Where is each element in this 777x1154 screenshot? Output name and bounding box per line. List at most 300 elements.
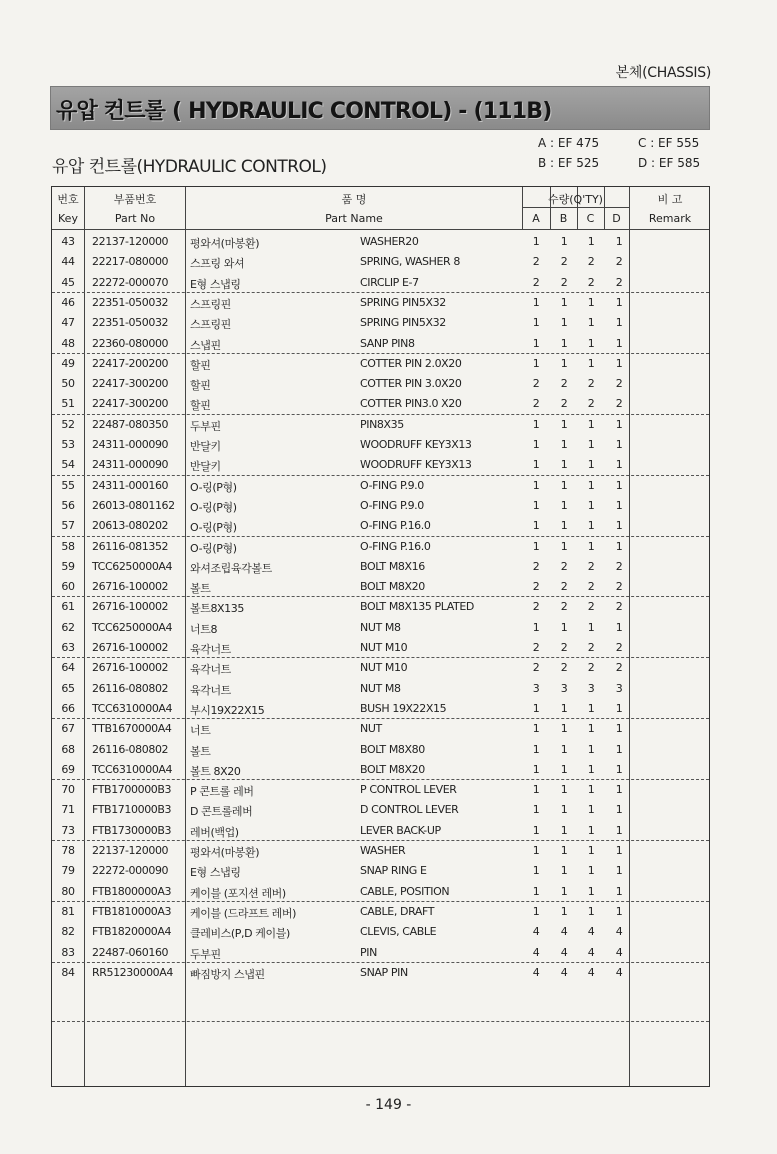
row-qty-a: 1 — [532, 438, 540, 451]
row-qty-c: 1 — [587, 356, 595, 370]
row-key: 47 — [61, 316, 75, 330]
row-name-english: COTTER PIN3.0 X20 — [360, 397, 462, 411]
row-qty-a: 1 — [532, 478, 540, 492]
row-qty-d: 1 — [615, 336, 623, 350]
row-name-english: NUT M10 — [360, 641, 408, 654]
row-qty-a: 1 — [532, 336, 540, 350]
row-part-number: 26716-100002 — [92, 580, 169, 594]
qty-d-header: D — [612, 212, 621, 225]
table-row — [52, 272, 709, 292]
qty-header: 수량(Q'TY) — [548, 193, 603, 206]
row-qty-b: 1 — [560, 438, 568, 451]
table-row — [52, 617, 709, 637]
row-qty-c: 2 — [587, 377, 595, 391]
row-name-korean: 케이블 (포지션 레버) — [190, 886, 286, 900]
row-part-number: 22351-050032 — [92, 316, 169, 330]
row-qty-b: 1 — [560, 783, 568, 797]
row-qty-d: 1 — [615, 295, 623, 309]
row-part-number: 24311-000160 — [92, 478, 169, 492]
table-row — [52, 434, 709, 454]
row-qty-b: 1 — [560, 620, 568, 634]
row-qty-b: 1 — [560, 336, 568, 350]
row-name-english: O-FING P.9.0 — [360, 478, 424, 492]
row-name-english: COTTER PIN 2.0X20 — [360, 356, 462, 370]
row-qty-a: 2 — [532, 661, 540, 675]
section-subtitle: 유압 컨트롤(HYDRAULIC CONTROL) — [52, 157, 327, 177]
row-qty-c: 2 — [587, 397, 595, 411]
table-row — [52, 942, 709, 962]
row-qty-b: 1 — [560, 498, 568, 512]
row-name-korean: 할핀 — [190, 399, 211, 413]
row-qty-d: 1 — [615, 458, 623, 472]
row-name-english: SANP PIN8 — [360, 336, 415, 350]
row-part-number: 22272-000090 — [92, 864, 169, 878]
row-name-english: BOLT M8X80 — [360, 742, 425, 756]
row-key: 49 — [61, 356, 75, 370]
row-name-korean: 평와셔(마봉환) — [190, 846, 260, 859]
row-qty-b: 1 — [560, 844, 568, 857]
row-qty-c: 1 — [587, 235, 595, 248]
row-qty-b: 2 — [560, 559, 568, 573]
row-name-korean: O-링(P형) — [190, 480, 237, 494]
table-row — [52, 962, 709, 982]
row-qty-a: 1 — [532, 356, 540, 370]
row-qty-c: 1 — [587, 803, 595, 817]
row-name-english: WOODRUFF KEY3X13 — [360, 458, 472, 472]
row-name-korean: 빠짐방지 스냅핀 — [190, 967, 265, 981]
row-key: 71 — [61, 803, 75, 817]
table-row — [52, 312, 709, 332]
table-row — [52, 536, 709, 556]
banner-title: 유압 컨트롤 ( HYDRAULIC CONTROL) - (111B) — [56, 99, 552, 124]
row-key: 61 — [61, 600, 75, 614]
row-name-korean: 육각너트 — [190, 683, 231, 697]
row-qty-d: 1 — [615, 803, 623, 817]
row-part-number: FTB1820000A4 — [92, 925, 172, 939]
row-qty-d: 1 — [615, 235, 623, 248]
table-row — [52, 333, 709, 353]
row-key: 78 — [61, 844, 75, 857]
row-key: 55 — [61, 478, 75, 492]
row-name-korean: 스프링 와셔 — [190, 257, 245, 271]
row-qty-b: 1 — [560, 864, 568, 878]
row-qty-a: 1 — [532, 519, 540, 533]
row-qty-d: 4 — [615, 925, 623, 939]
row-qty-d: 2 — [615, 580, 623, 594]
row-qty-c: 1 — [587, 620, 595, 634]
row-qty-c: 1 — [587, 904, 595, 918]
row-qty-b: 1 — [560, 722, 568, 736]
row-qty-d: 2 — [615, 559, 623, 573]
row-qty-c: 1 — [587, 823, 595, 837]
row-qty-a: 1 — [532, 803, 540, 817]
table-row — [52, 820, 709, 840]
row-name-korean: E형 스냅링 — [190, 866, 241, 880]
table-row — [52, 759, 709, 779]
row-key: 83 — [61, 945, 75, 959]
row-qty-c: 2 — [587, 641, 595, 654]
row-key: 53 — [61, 438, 75, 451]
table-row — [52, 393, 709, 413]
row-qty-c: 1 — [587, 316, 595, 330]
row-qty-b: 4 — [560, 945, 568, 959]
table-row — [52, 556, 709, 576]
row-qty-a: 2 — [532, 377, 540, 391]
row-qty-d: 1 — [615, 478, 623, 492]
row-qty-b: 1 — [560, 519, 568, 533]
row-name-english: WASHER20 — [360, 235, 419, 248]
row-name-english: P CONTROL LEVER — [360, 783, 457, 797]
row-qty-d: 1 — [615, 620, 623, 634]
row-name-korean: 볼트 — [190, 582, 211, 596]
row-qty-d: 1 — [615, 316, 623, 330]
row-part-number: 22137-120000 — [92, 235, 169, 248]
row-qty-b: 1 — [560, 539, 568, 553]
row-qty-a: 1 — [532, 844, 540, 857]
row-qty-c: 1 — [587, 722, 595, 736]
section-banner — [50, 86, 710, 130]
row-name-english: NUT — [360, 722, 382, 736]
row-name-english: SPRING PIN5X32 — [360, 295, 446, 309]
row-name-english: BOLT M8X16 — [360, 559, 425, 573]
row-qty-c: 2 — [587, 600, 595, 614]
table-row — [52, 840, 709, 860]
row-qty-a: 1 — [532, 316, 540, 330]
row-qty-c: 1 — [587, 539, 595, 553]
row-name-korean: 두부핀 — [190, 947, 221, 961]
row-part-number: 26116-081352 — [92, 539, 169, 553]
row-key: 54 — [61, 458, 75, 472]
row-qty-b: 1 — [560, 316, 568, 330]
row-name-korean: 볼트 — [190, 744, 211, 758]
row-qty-d: 1 — [615, 539, 623, 553]
row-qty-b: 1 — [560, 356, 568, 370]
row-qty-d: 2 — [615, 641, 623, 654]
table-row — [52, 799, 709, 819]
row-qty-c: 3 — [587, 681, 595, 695]
table-row — [52, 698, 709, 718]
row-qty-b: 2 — [560, 661, 568, 675]
row-qty-d: 1 — [615, 498, 623, 512]
partno-header-kor: 부품번호 — [113, 193, 157, 206]
row-qty-c: 1 — [587, 295, 595, 309]
row-name-english: SNAP RING E — [360, 864, 427, 878]
row-name-english: SNAP PIN — [360, 965, 408, 979]
table-row — [52, 678, 709, 698]
table-row — [52, 292, 709, 312]
row-key: 80 — [61, 884, 75, 898]
row-qty-b: 1 — [560, 458, 568, 472]
row-qty-c: 1 — [587, 458, 595, 472]
row-name-english: PIN — [360, 945, 377, 959]
row-qty-c: 1 — [587, 519, 595, 533]
row-name-korean: 육각너트 — [190, 663, 231, 677]
row-qty-c: 1 — [587, 762, 595, 776]
row-name-korean: 볼트8X135 — [190, 602, 244, 616]
row-part-number: 24311-000090 — [92, 458, 169, 472]
row-qty-d: 1 — [615, 884, 623, 898]
table-row — [52, 495, 709, 515]
row-qty-b: 4 — [560, 965, 568, 979]
row-qty-b: 1 — [560, 823, 568, 837]
row-name-english: BOLT M8X20 — [360, 580, 425, 594]
table-row — [52, 860, 709, 880]
row-qty-d: 4 — [615, 945, 623, 959]
row-qty-d: 4 — [615, 965, 623, 979]
row-key: 81 — [61, 904, 75, 918]
row-qty-a: 1 — [532, 417, 540, 431]
row-qty-a: 1 — [532, 884, 540, 898]
row-part-number: FTB1700000B3 — [92, 783, 172, 797]
row-qty-b: 1 — [560, 417, 568, 431]
row-key: 64 — [61, 661, 75, 675]
header-divider — [52, 229, 709, 230]
row-name-korean: 부시19X22X15 — [190, 703, 265, 717]
row-qty-a: 2 — [532, 600, 540, 614]
row-part-number: TCC6250000A4 — [92, 620, 173, 634]
row-name-english: CABLE, POSITION — [360, 884, 450, 898]
row-qty-d: 2 — [615, 275, 623, 289]
row-qty-c: 4 — [587, 925, 595, 939]
row-name-korean: 육각너트 — [190, 643, 231, 656]
name-header-eng: Part Name — [325, 212, 383, 225]
row-qty-a: 1 — [532, 783, 540, 797]
row-qty-d: 2 — [615, 661, 623, 675]
row-qty-c: 2 — [587, 580, 595, 594]
table-row — [52, 414, 709, 434]
row-qty-b: 1 — [560, 295, 568, 309]
row-qty-b: 1 — [560, 803, 568, 817]
row-key: 60 — [61, 580, 75, 594]
row-key: 67 — [61, 722, 75, 736]
table-row — [52, 718, 709, 738]
row-part-number: 22417-200200 — [92, 356, 169, 370]
row-part-number: 26716-100002 — [92, 661, 169, 675]
row-qty-a: 4 — [532, 945, 540, 959]
name-header-kor: 품 명 — [341, 193, 367, 206]
table-row — [52, 921, 709, 941]
table-row — [52, 779, 709, 799]
row-name-korean: 반달키 — [190, 460, 221, 474]
model-d-label: D : EF 585 — [638, 156, 701, 170]
row-qty-d: 1 — [615, 823, 623, 837]
row-part-number: 26116-080802 — [92, 681, 169, 695]
row-qty-b: 2 — [560, 377, 568, 391]
row-key: 66 — [61, 701, 75, 715]
row-name-korean: 와셔조립육각볼트 — [190, 561, 272, 575]
table-row — [52, 576, 709, 596]
row-part-number: 22487-080350 — [92, 417, 169, 431]
row-part-number: 24311-000090 — [92, 438, 169, 451]
row-qty-b: 1 — [560, 884, 568, 898]
row-part-number: FTB1810000A3 — [92, 904, 172, 918]
row-qty-d: 1 — [615, 519, 623, 533]
remark-header-kor: 비 고 — [657, 193, 683, 206]
row-qty-b: 2 — [560, 275, 568, 289]
row-qty-d: 1 — [615, 722, 623, 736]
row-qty-c: 1 — [587, 478, 595, 492]
row-qty-a: 1 — [532, 722, 540, 736]
row-key: 46 — [61, 295, 75, 309]
group-separator — [52, 1021, 709, 1022]
row-qty-d: 1 — [615, 844, 623, 857]
row-name-english: PIN8X35 — [360, 417, 404, 431]
row-qty-b: 4 — [560, 925, 568, 939]
row-qty-a: 1 — [532, 458, 540, 472]
row-name-korean: E형 스냅링 — [190, 277, 241, 291]
row-key: 57 — [61, 519, 75, 533]
row-name-english: BOLT M8X135 PLATED — [360, 600, 474, 614]
row-key: 82 — [61, 925, 75, 939]
row-qty-c: 1 — [587, 336, 595, 350]
row-name-korean: 평와셔(마봉환) — [190, 237, 260, 250]
row-qty-a: 1 — [532, 235, 540, 248]
row-name-english: WASHER — [360, 844, 406, 857]
row-name-english: CLEVIS, CABLE — [360, 925, 437, 939]
row-key: 73 — [61, 823, 75, 837]
row-name-korean: 할핀 — [190, 358, 211, 372]
row-name-english: SPRING PIN5X32 — [360, 316, 446, 330]
row-qty-d: 1 — [615, 864, 623, 878]
row-qty-a: 1 — [532, 539, 540, 553]
row-qty-c: 1 — [587, 498, 595, 512]
partno-header-eng: Part No — [114, 212, 156, 225]
row-part-number: 22217-080000 — [92, 255, 169, 269]
row-key: 59 — [61, 559, 75, 573]
row-qty-a: 2 — [532, 641, 540, 654]
row-key: 84 — [61, 965, 75, 979]
row-key: 69 — [61, 762, 75, 776]
row-name-korean: P 콘트롤 레버 — [190, 785, 254, 799]
row-qty-c: 2 — [587, 661, 595, 675]
row-qty-b: 1 — [560, 742, 568, 756]
row-key: 58 — [61, 539, 75, 553]
row-name-korean: 스프링핀 — [190, 297, 231, 311]
row-qty-c: 1 — [587, 783, 595, 797]
row-name-english: COTTER PIN 3.0X20 — [360, 377, 462, 391]
row-qty-a: 4 — [532, 925, 540, 939]
row-part-number: 22417-300200 — [92, 397, 169, 411]
row-part-number: TCC6310000A4 — [92, 701, 173, 715]
row-name-english: WOODRUFF KEY3X13 — [360, 438, 472, 451]
row-qty-d: 2 — [615, 377, 623, 391]
row-key: 45 — [61, 275, 75, 289]
row-part-number: 26716-100002 — [92, 641, 169, 654]
row-part-number: 26013-0801162 — [92, 498, 175, 512]
row-qty-a: 2 — [532, 397, 540, 411]
row-qty-a: 1 — [532, 701, 540, 715]
row-name-english: LEVER BACK-UP — [360, 823, 441, 837]
table-row — [52, 353, 709, 373]
row-name-english: CABLE, DRAFT — [360, 904, 435, 918]
row-key: 79 — [61, 864, 75, 878]
row-qty-d: 2 — [615, 397, 623, 411]
row-part-number: RR51230000A4 — [92, 965, 173, 979]
key-header-eng: Key — [58, 212, 78, 225]
row-qty-b: 3 — [560, 681, 568, 695]
row-qty-d: 1 — [615, 783, 623, 797]
row-key: 56 — [61, 498, 75, 512]
table-row — [52, 454, 709, 474]
key-header-kor: 번호 — [57, 193, 79, 206]
row-qty-d: 1 — [615, 762, 623, 776]
row-qty-c: 1 — [587, 864, 595, 878]
row-name-english: D CONTROL LEVER — [360, 803, 459, 817]
row-name-english: CIRCLIP E-7 — [360, 275, 419, 289]
row-name-korean: O-링(P형) — [190, 521, 237, 535]
row-key: 52 — [61, 417, 75, 431]
qty-a-header: A — [532, 212, 540, 225]
row-part-number: 26116-080802 — [92, 742, 169, 756]
row-part-number: FTB1730000B3 — [92, 823, 172, 837]
table-row — [52, 231, 709, 251]
qty-b-header: B — [559, 212, 568, 225]
row-name-english: NUT M8 — [360, 620, 401, 634]
row-name-english: BOLT M8X20 — [360, 762, 425, 776]
row-part-number: TCC6250000A4 — [92, 559, 173, 573]
row-qty-b: 1 — [560, 235, 568, 248]
table-row — [52, 251, 709, 271]
row-key: 70 — [61, 783, 75, 797]
row-key: 43 — [61, 235, 75, 248]
table-row — [52, 881, 709, 901]
table-row — [52, 515, 709, 535]
row-qty-a: 2 — [532, 275, 540, 289]
page-number: - 149 - — [365, 1097, 412, 1113]
row-qty-c: 4 — [587, 945, 595, 959]
row-qty-c: 1 — [587, 417, 595, 431]
row-part-number: 26716-100002 — [92, 600, 169, 614]
row-qty-c: 1 — [587, 884, 595, 898]
row-qty-a: 2 — [532, 255, 540, 269]
row-name-english: NUT M10 — [360, 661, 408, 675]
row-part-number: 22272-000070 — [92, 275, 169, 289]
row-qty-c: 1 — [587, 438, 595, 451]
model-c-label: C : EF 555 — [638, 136, 700, 150]
row-qty-d: 2 — [615, 255, 623, 269]
row-key: 51 — [61, 397, 75, 411]
row-name-korean: 스프링핀 — [190, 318, 231, 332]
chapter-label: 본체(CHASSIS) — [615, 65, 711, 81]
row-qty-a: 3 — [532, 681, 540, 695]
row-qty-c: 1 — [587, 844, 595, 857]
row-qty-a: 4 — [532, 965, 540, 979]
row-qty-c: 2 — [587, 275, 595, 289]
row-name-english: NUT M8 — [360, 681, 401, 695]
row-key: 48 — [61, 336, 75, 350]
row-key: 65 — [61, 681, 75, 695]
row-part-number: 22417-300200 — [92, 377, 169, 391]
row-name-korean: 반달키 — [190, 440, 221, 453]
row-name-english: O-FING P.16.0 — [360, 519, 431, 533]
row-name-korean: 레버(백업) — [190, 825, 239, 839]
row-qty-b: 2 — [560, 397, 568, 411]
row-qty-c: 1 — [587, 742, 595, 756]
row-qty-a: 2 — [532, 559, 540, 573]
row-name-korean: 두부핀 — [190, 419, 221, 433]
row-qty-d: 1 — [615, 438, 623, 451]
model-a-label: A : EF 475 — [538, 136, 600, 150]
row-part-number: 22360-080000 — [92, 336, 169, 350]
row-part-number: FTB1710000B3 — [92, 803, 172, 817]
row-qty-d: 2 — [615, 600, 623, 614]
row-name-korean: O-링(P형) — [190, 541, 237, 555]
row-qty-a: 1 — [532, 762, 540, 776]
row-name-english: O-FING P.16.0 — [360, 539, 431, 553]
row-qty-d: 1 — [615, 417, 623, 431]
row-name-korean: 할핀 — [190, 379, 211, 393]
row-qty-b: 1 — [560, 478, 568, 492]
